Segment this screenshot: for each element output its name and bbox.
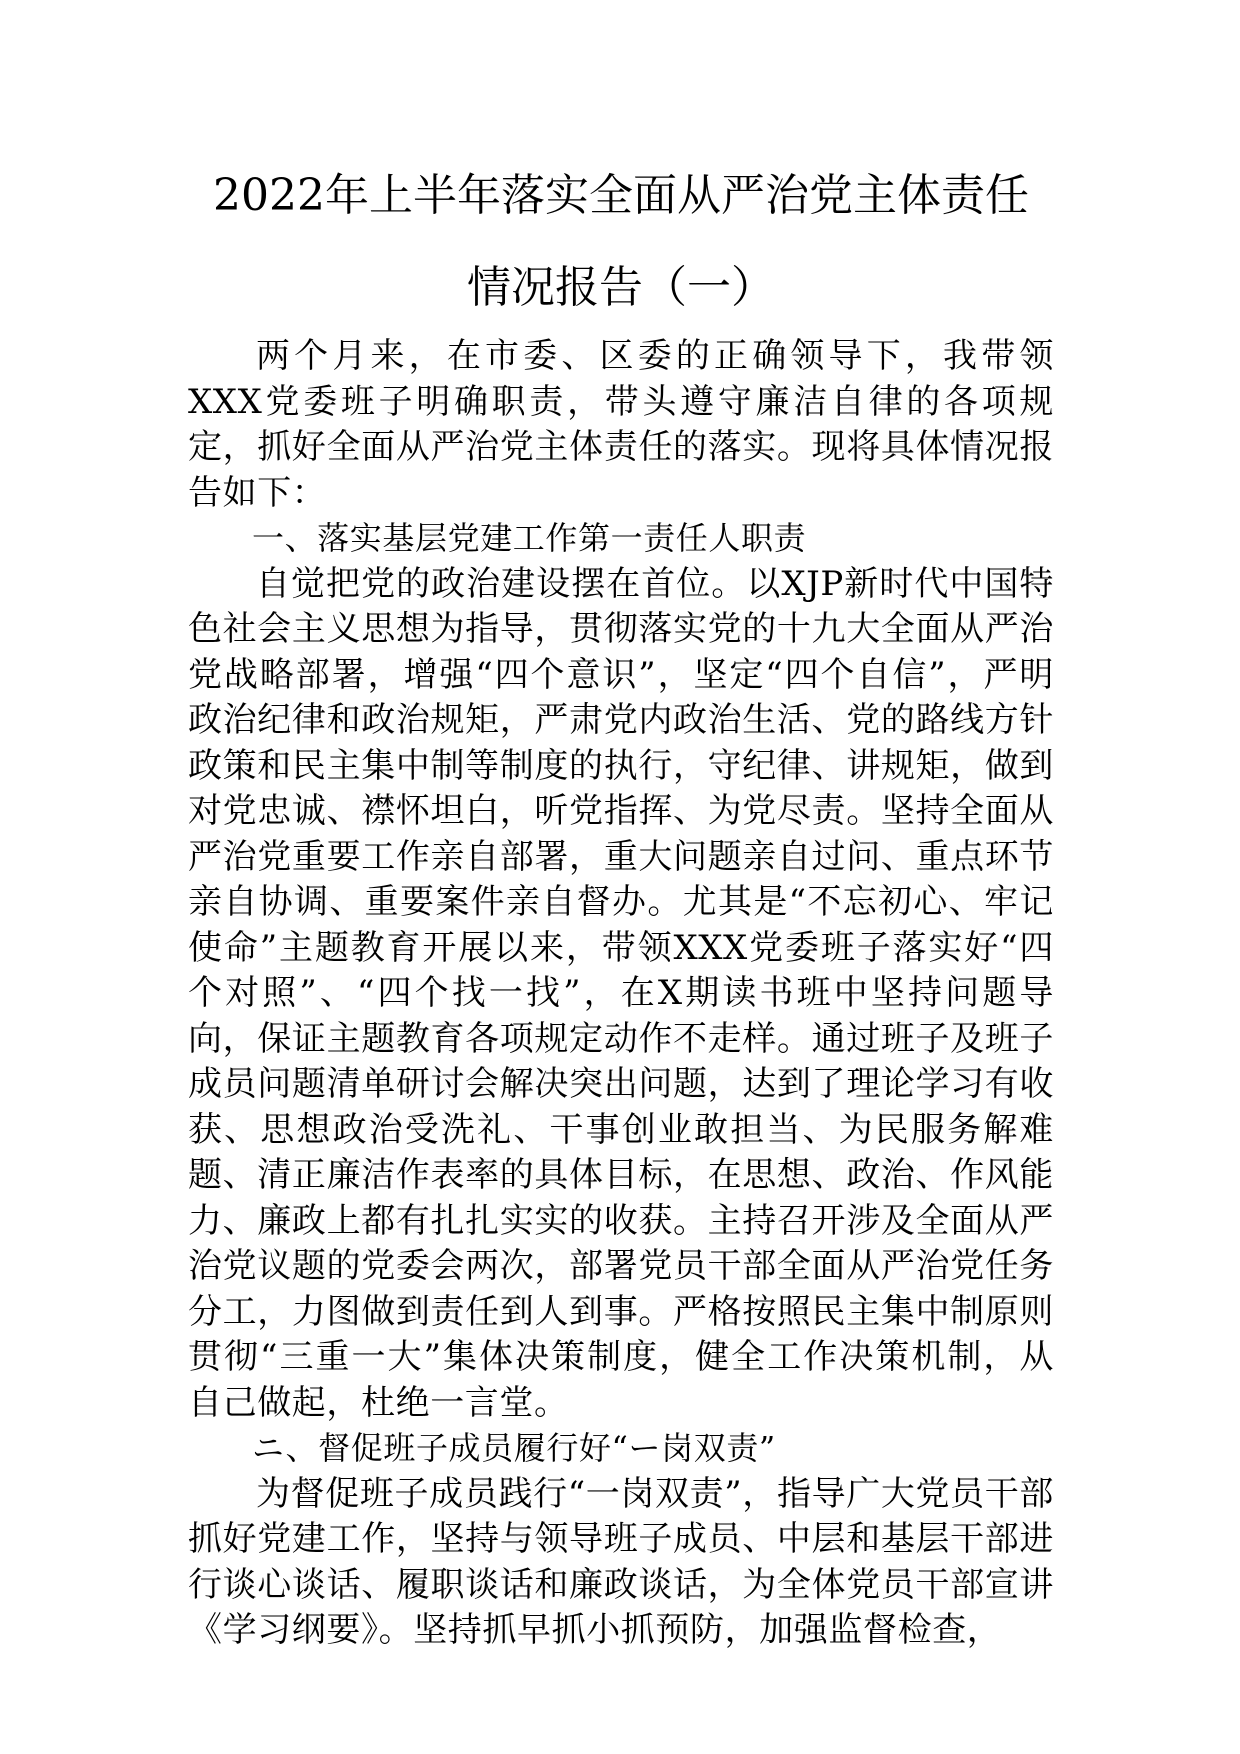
intro-paragraph: 两个月来，在市委、区委的正确领导下，我带领XXX党委班子明确职责，带头遵守廉洁自律的各项规定，抓好全面从严治党主体责任的落实。现将具体情况报告如下： [188,336,1054,513]
section-1-body: 自觉把党的政治建设摆在首位。以XJP新时代中国特色社会主义思想为指导，贯彻落实党的十九大全面从严治党战略部署，增强“四个意识”，坚定“四个自信”，严明政治纪律和政治规矩，严肃党内政治生活、党的路线方针政策和民主集中制等制度的执行，守纪律、讲规矩，做到对党忠诚、襟怀坦白，听党指挥、为党尽责。坚持全面从严治党重要工作亲自部署，重大问题亲自过问、重点环节亲自协调、重要案件亲自督办。尤其是“不忘初心、牢记使命”主题教育开展以来，带领XXX党委班子落实好“四个对照”、“四个找一找”，在X期读书班中坚持问题导向，保证主题教育各项规定动作不走样。通过班子及班子成员问题清单研讨会解决突出问题，达到了理论学习有收获、思想政治受洗礼、干事创业敢担当、为民服务解难题、清正廉洁作表率的具体目标，在思想、政治、作风能力、廉政上都有扎扎实实的收获。主持召开涉及全面从严治党议题的党委会两次，部署党员干部全面从严治党任务分工，力图做到责任到人到事。严格按照民主集中制原则贯彻“三重一大”集体决策制度，健全工作决策机制，从自己做起，杜绝一言堂。 [188,563,1054,1423]
document-title [188,150,1054,334]
title-line-2: 情况报告（一） [467,262,775,313]
section-1-heading: 一、落实基层党建工作第一责任人职责 [252,519,807,557]
title-line-1: 2022年上半年落实全面从严治党主体责任 [213,170,1029,221]
section-2-heading: ニ、督促班子成员履行好“ー岗双责” [252,1429,776,1467]
section-2-body: 为督促班子成员践行“一岗双责”，指导广大党员干部抓好党建工作，坚持与领导班子成员、中层和基层干部进行谈心谈话、履职谈话和廉政谈话，为全体党员干部宣讲《学习纲要》。坚持抓早抓小抓预防，加强监督检查， [188,1473,1054,1650]
document-page [188,150,1054,1654]
